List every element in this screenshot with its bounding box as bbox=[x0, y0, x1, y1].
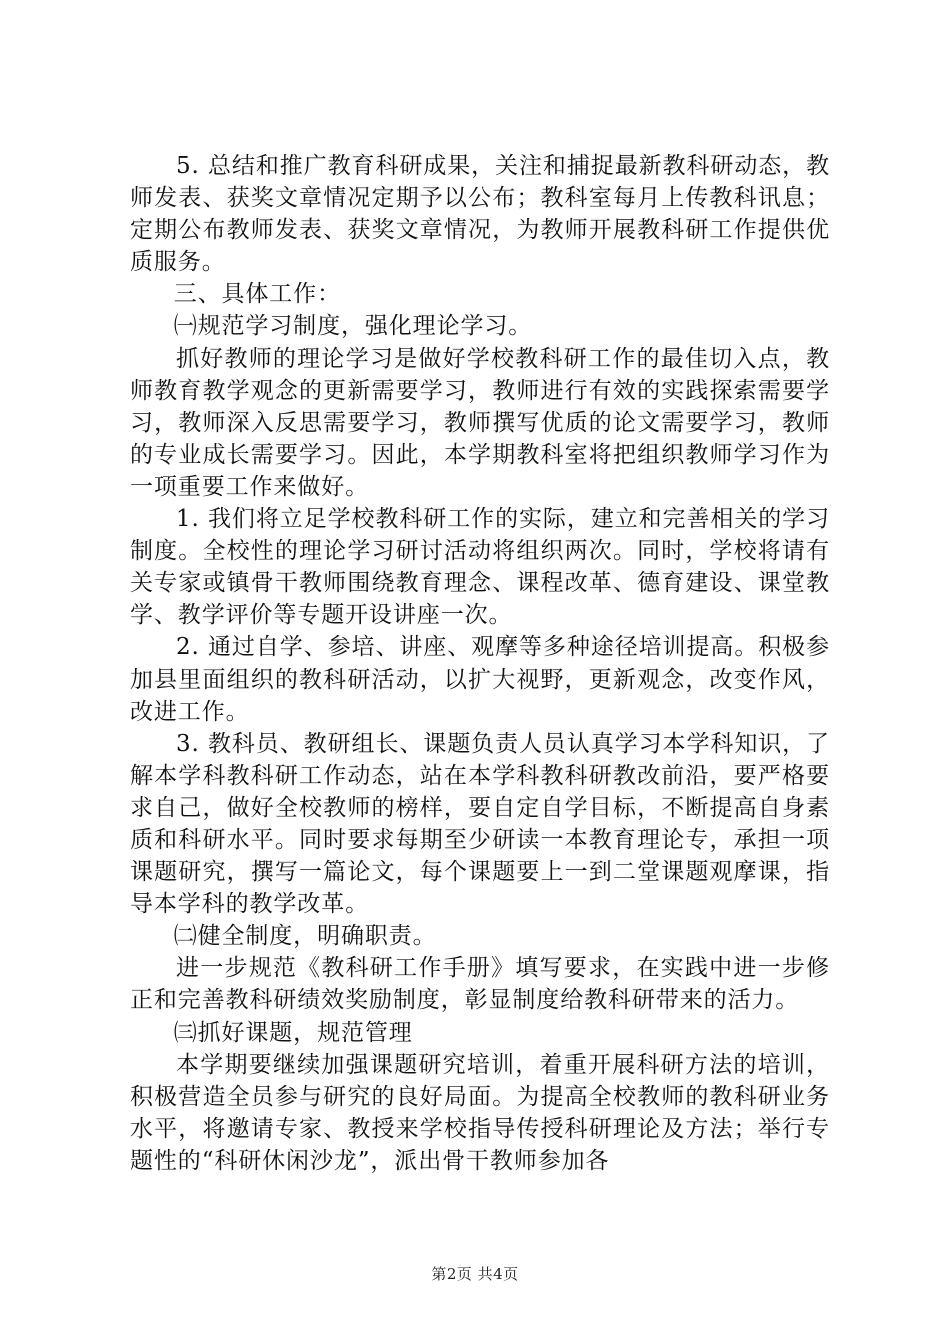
paragraph-item-2: 2. 通过自学、参培、讲座、观摩等多种途径培训提高。积极参加县里面组织的教科研活动，以扩大视野，更新观念，改变作风，改进工作。 bbox=[130, 634, 830, 725]
section-heading-specific-work: 三、具体工作： bbox=[173, 281, 341, 308]
document-body bbox=[130, 150, 830, 1177]
paragraph-handbook: 进一步规范《教科研工作手册》填写要求，在实践中进一步修正和完善教科研绩效奖励制度，彰显制度给教科研带来的活力。 bbox=[130, 955, 830, 1014]
page-number-footer: 第2页 共4页 bbox=[431, 1265, 519, 1283]
subsection-heading-system-duties: ㈡健全制度，明确职责。 bbox=[173, 923, 437, 950]
paragraph-item-3: 3. 教科员、教研组长、课题负责人员认真学习本学科知识，了解本学科教科研工作动态，站在本学科教科研教改前沿，要严格要求自己，做好全校教师的榜样，要自定自学目标，不断提高自身素质和科研水平。同时要求每期至少研读一本教育理论专，承担一项课题研究，撰写一篇论文，每个课题要上一到二堂课题观摩课，指导本学科的教学改革。 bbox=[130, 730, 830, 918]
paragraph-theory-study: 抓好教师的理论学习是做好学校教科研工作的最佳切入点，教师教育教学观念的更新需要学习，教师进行有效的实践探索需要学习，教师深入反思需要学习，教师撰写优质的论文需要学习，教师的专业成长需要学习。因此，本学期教科室将把组织教师学习作为一项重要工作来做好。 bbox=[130, 345, 830, 500]
subsection-heading-study-system: ㈠规范学习制度，强化理论学习。 bbox=[173, 313, 533, 340]
paragraph-project-training: 本学期要继续加强课题研究培训，着重开展科研方法的培训，积极营造全员参与研究的良好局面。为提高全校教师的教科研业务水平，将邀请专家、教授来学校指导传授科研理论及方法；举行专题性的“科研休闲沙龙”，派出骨干教师参加各 bbox=[130, 1051, 830, 1174]
paragraph-item-1: 1. 我们将立足学校教科研工作的实际，建立和完善相关的学习制度。全校性的理论学习研讨活动将组织两次。同时，学校将请有关专家或镇骨干教师围绕教育理念、课程改革、德育建设、课堂教学、教学评价等专题开设讲座一次。 bbox=[130, 506, 830, 629]
paragraph-summary-promotion: 5. 总结和推广教育科研成果，关注和捕捉最新教科研动态，教师发表、获奖文章情况定期予以公布；教科室每月上传教科讯息；定期公布教师发表、获奖文章情况，为教师开展教科研工作提供优质服务。 bbox=[130, 153, 830, 276]
subsection-heading-projects: ㈢抓好课题，规范管理 bbox=[173, 1019, 413, 1046]
